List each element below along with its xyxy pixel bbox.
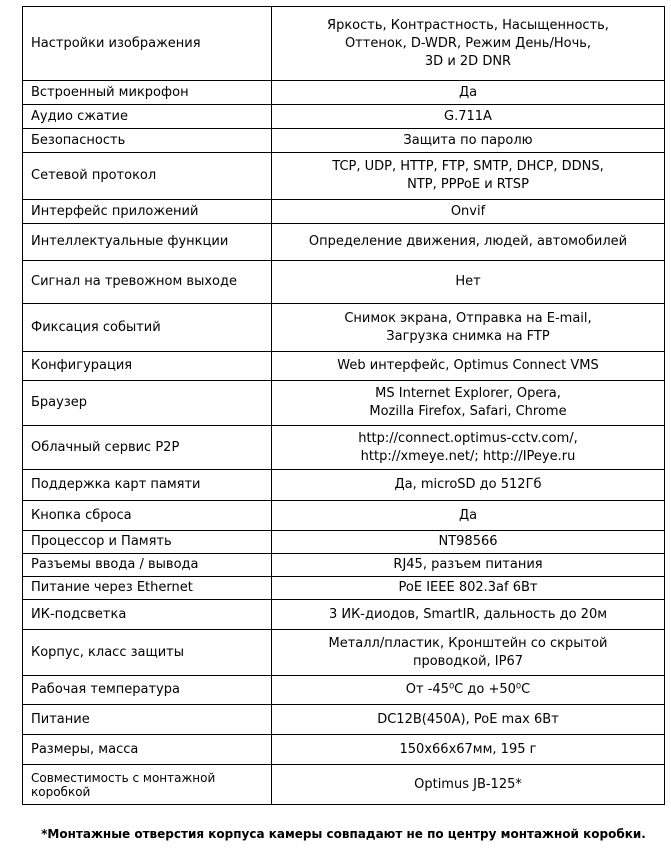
row-value: 3 ИК-диодов, SmartIR, дальность до 20м xyxy=(272,600,665,630)
spec-table xyxy=(22,6,665,805)
table-row xyxy=(23,81,665,105)
row-value: 150х66х67мм, 195 г xyxy=(272,735,665,765)
row-label: Поддержка карт памяти xyxy=(23,470,272,501)
table-row xyxy=(23,600,665,630)
row-label: Совместимость с монтажной коробкой xyxy=(23,765,272,805)
row-label: Аудио сжатие xyxy=(23,105,272,129)
row-value: NT98566 xyxy=(272,531,665,554)
table-row xyxy=(23,304,665,352)
row-value: Яркость, Контрастность, Насыщенность, Оттенок, D-WDR, Режим День/Ночь, 3D и 2D DNR xyxy=(272,7,665,81)
row-value: G.711A xyxy=(272,105,665,129)
row-value: Металл/пластик, Кронштейн со скрытой проводкой, IP67 xyxy=(272,630,665,676)
row-value: Нет xyxy=(272,261,665,304)
row-value: Web интерфейс, Optimus Connect VMS xyxy=(272,352,665,381)
table-row xyxy=(23,153,665,200)
row-label: Браузер xyxy=(23,381,272,426)
row-value: Onvif xyxy=(272,200,665,224)
row-value: Определение движения, людей, автомобилей xyxy=(272,224,665,261)
row-value: Защита по паролю xyxy=(272,129,665,153)
row-label: Корпус, класс защиты xyxy=(23,630,272,676)
row-value: Да xyxy=(272,81,665,105)
row-value: PoE IEEE 802.3af 6Вт xyxy=(272,577,665,600)
row-label: Безопасность xyxy=(23,129,272,153)
row-label: Кнопка сброса xyxy=(23,501,272,531)
table-row xyxy=(23,224,665,261)
row-value: От -45⁰С до +50⁰С xyxy=(272,676,665,705)
table-row xyxy=(23,630,665,676)
table-row xyxy=(23,470,665,501)
table-row xyxy=(23,129,665,153)
table-row xyxy=(23,352,665,381)
table-row xyxy=(23,200,665,224)
row-label: Конфигурация xyxy=(23,352,272,381)
row-label: Процессор и Память xyxy=(23,531,272,554)
table-row xyxy=(23,577,665,600)
row-label: Питание через Ethernet xyxy=(23,577,272,600)
row-value: DC12В(450А), PoE max 6Вт xyxy=(272,705,665,735)
footnote: *Монтажные отверстия корпуса камеры совпадают не по центру монтажной коробки. xyxy=(41,827,646,841)
row-label: Встроенный микрофон xyxy=(23,81,272,105)
table-row xyxy=(23,426,665,470)
row-label: ИК-подсветка xyxy=(23,600,272,630)
row-label: Фиксация событий xyxy=(23,304,272,352)
row-label: Облачный сервис P2P xyxy=(23,426,272,470)
row-value: Снимок экрана, Отправка на E-mail, Загрузка снимка на FTP xyxy=(272,304,665,352)
row-label: Сигнал на тревожном выходе xyxy=(23,261,272,304)
row-label: Рабочая температура xyxy=(23,676,272,705)
table-row xyxy=(23,381,665,426)
row-value: RJ45, разъем питания xyxy=(272,554,665,577)
row-label: Размеры, масса xyxy=(23,735,272,765)
table-row xyxy=(23,554,665,577)
table-row xyxy=(23,531,665,554)
table-row xyxy=(23,735,665,765)
row-value: Optimus JB-125* xyxy=(272,765,665,805)
row-value: Да, microSD до 512Гб xyxy=(272,470,665,501)
table-row xyxy=(23,765,665,805)
row-label: Питание xyxy=(23,705,272,735)
table-row xyxy=(23,7,665,81)
row-value: TCP, UDP, HTTP, FTP, SMTP, DHCP, DDNS, NTP, PPPoE и RTSP xyxy=(272,153,665,200)
row-label: Интеллектуальные функции xyxy=(23,224,272,261)
row-label: Интерфейс приложений xyxy=(23,200,272,224)
row-value: http://connect.optimus-cctv.com/, http://xmeye.net/; http://IPeye.ru xyxy=(272,426,665,470)
table-row xyxy=(23,261,665,304)
row-value: Да xyxy=(272,501,665,531)
row-label: Настройки изображения xyxy=(23,7,272,81)
table-row xyxy=(23,501,665,531)
table-row xyxy=(23,676,665,705)
row-value: MS Internet Explorer, Opera, Mozilla Firefox, Safari, Chrome xyxy=(272,381,665,426)
table-row xyxy=(23,705,665,735)
table-row xyxy=(23,105,665,129)
row-label: Сетевой протокол xyxy=(23,153,272,200)
row-label: Разъемы ввода / вывода xyxy=(23,554,272,577)
